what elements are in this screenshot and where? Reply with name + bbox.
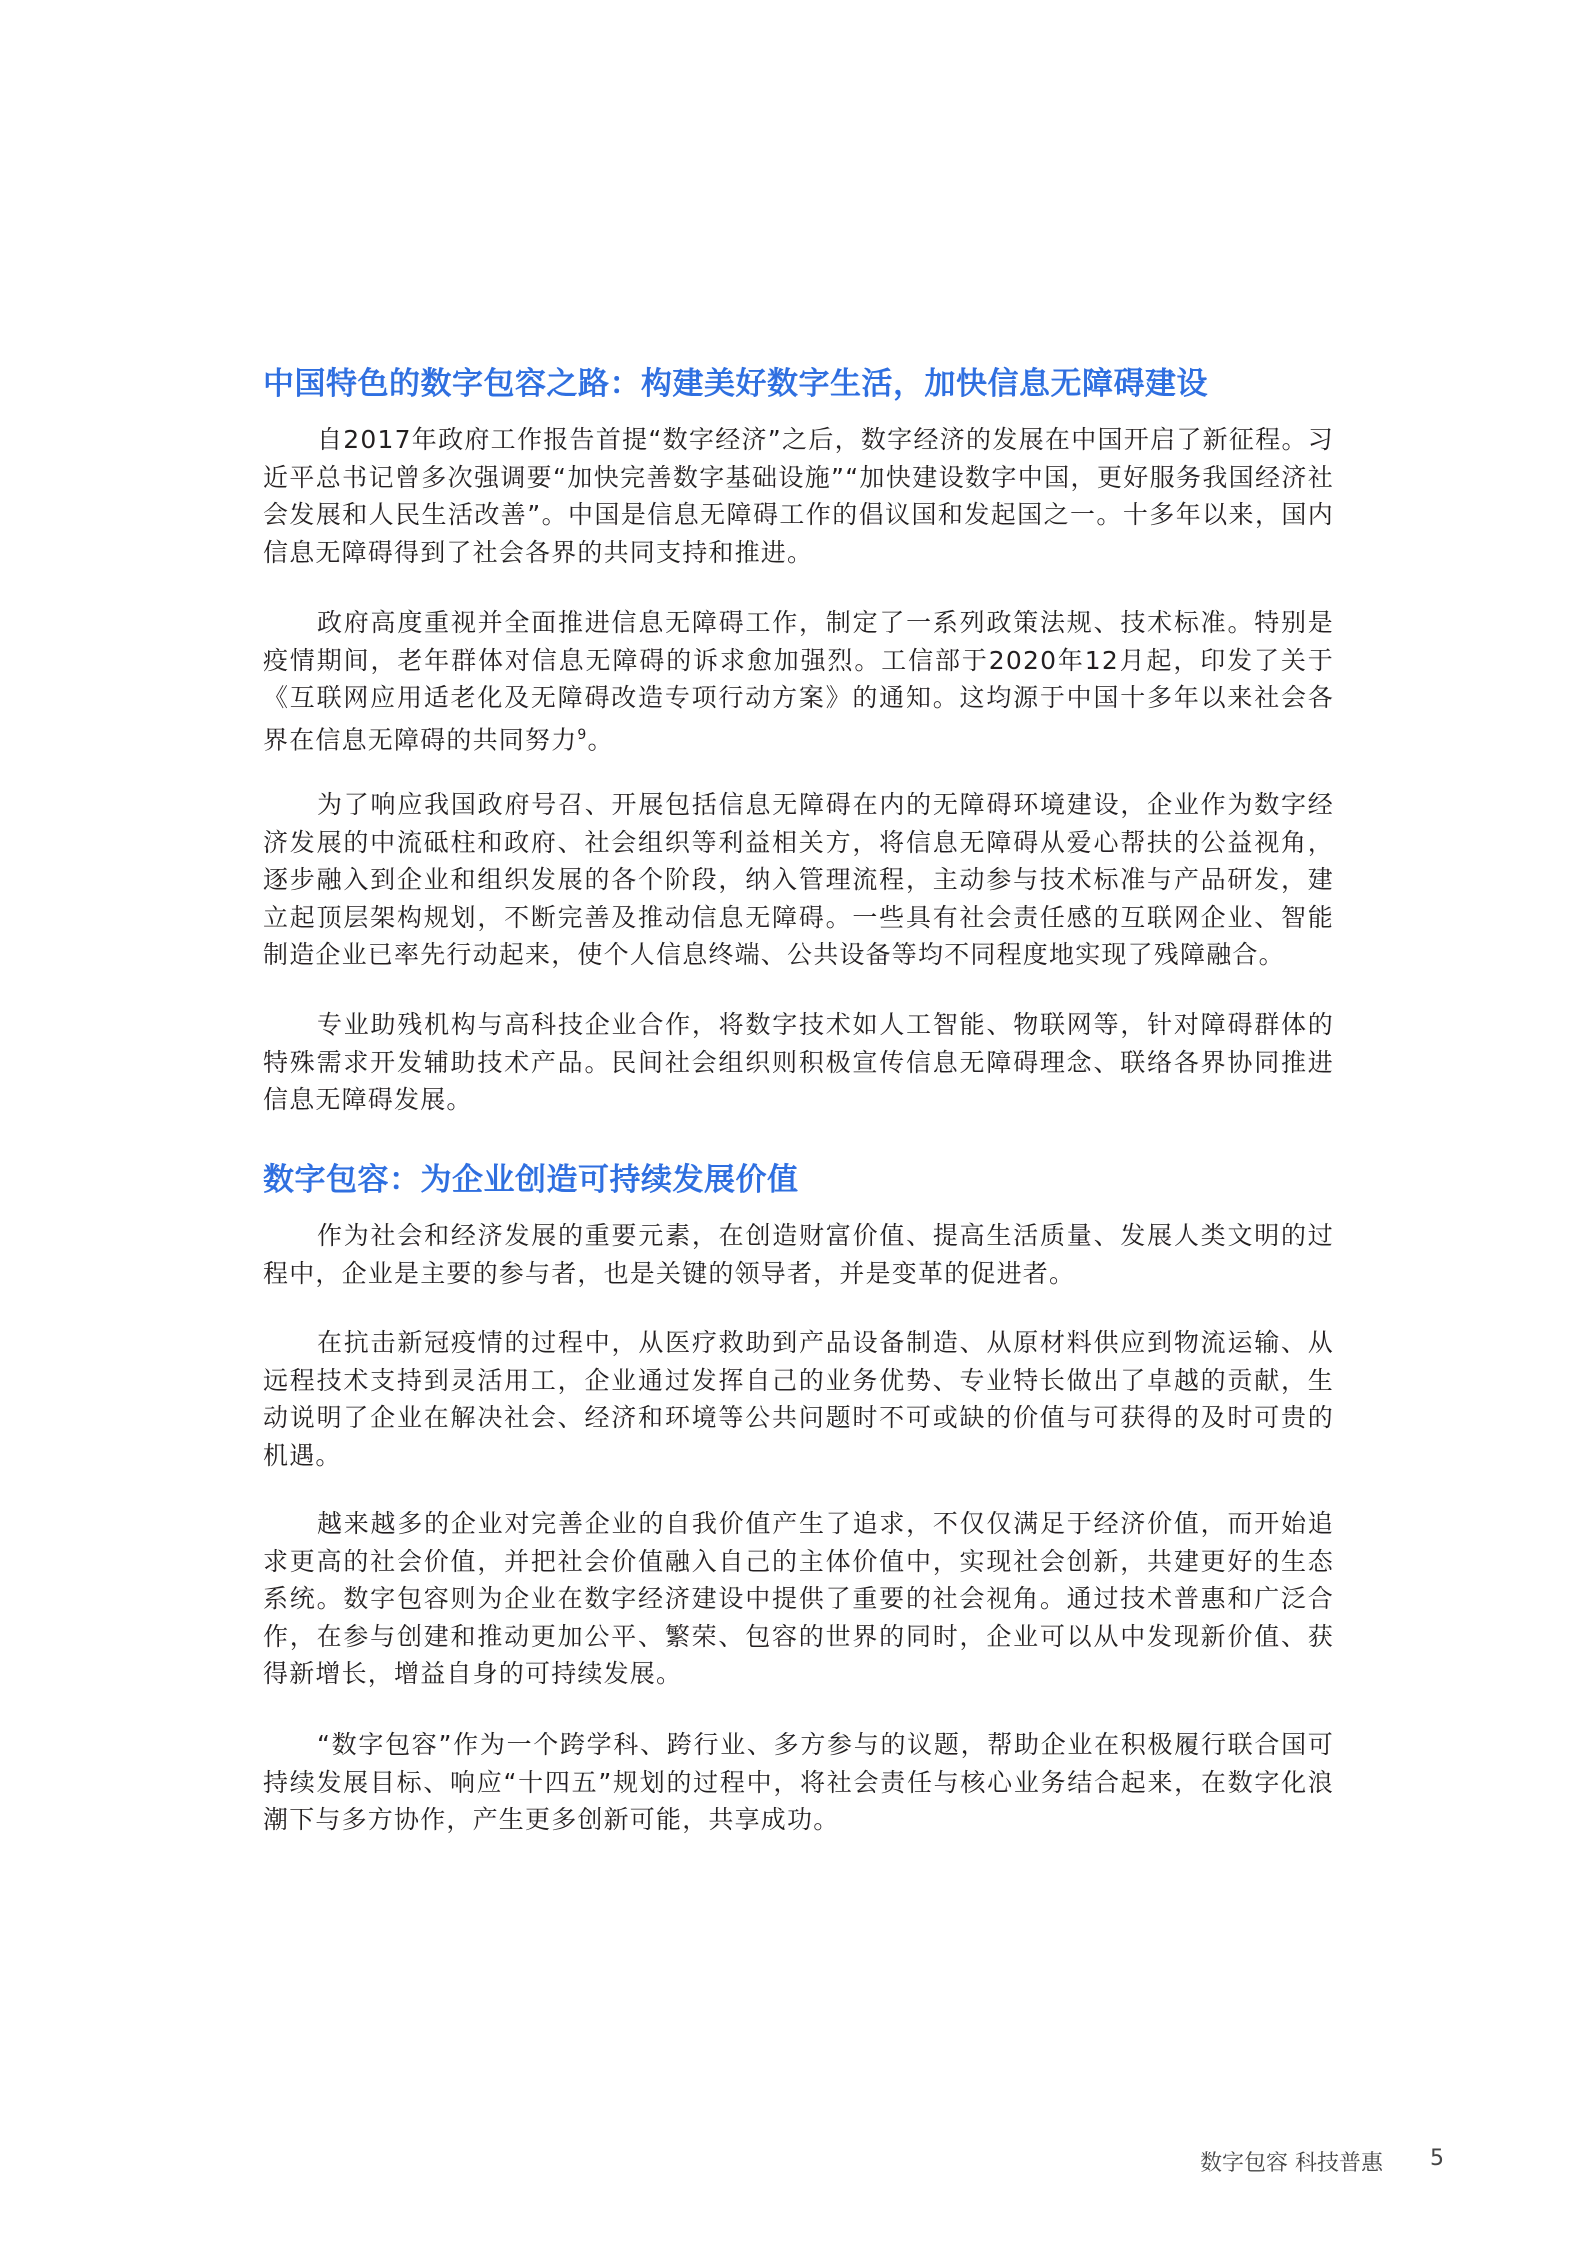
paragraph-tail: 。 [587,725,614,755]
section-heading: 中国特色的数字包容之路：构建美好数字生活，加快信息无障碍建设 [263,366,1208,402]
paragraph-text: 政府高度重视并全面推进信息无障碍工作，制定了一系列政策法规、技术标准。特别是疫情期间，老年群体对信息无障碍的诉求愈加强烈。工信部于2020年12月起，印发了关于《互联网应用适老化及无障碍改造专项行动方案》的通知。这均源于中国十多年以来社会各界在信息无障碍的共同努力 [263,608,1334,755]
paragraph: 在抗击新冠疫情的过程中，从医疗救助到产品设备制造、从原材料供应到物流运输、从远程技术支持到灵活用工，企业通过发挥自己的业务优势、专业特长做出了卓越的贡献，生动说明了企业在解决社会、经济和环境等公共问题时不可或缺的价值与可获得的及时可贵的机遇。 [263,1328,1334,1470]
page-number: 5 [1430,2146,1444,2171]
footnote-ref: 9 [577,726,588,743]
paragraph: “数字包容”作为一个跨学科、跨行业、多方参与的议题，帮助企业在积极履行联合国可持续发展目标、响应“十四五”规划的过程中，将社会责任与核心业务结合起来，在数字化浪潮下与多方协作，产生更多创新可能，共享成功。 [263,1730,1334,1835]
paragraph: 作为社会和经济发展的重要元素，在创造财富价值、提高生活质量、发展人类文明的过程中，企业是主要的参与者，也是关键的领导者，并是变革的促进者。 [263,1221,1334,1288]
paragraph [263,604,1334,759]
footer-title: 数字包容 科技普惠 [1200,2151,1383,2176]
paragraph: 专业助残机构与高科技企业合作，将数字技术如人工智能、物联网等，针对障碍群体的特殊需求开发辅助技术产品。民间社会组织则积极宣传信息无障碍理念、联络各界协同推进信息无障碍发展。 [263,1010,1334,1115]
paragraph: 越来越多的企业对完善企业的自我价值产生了追求，不仅仅满足于经济价值，而开始追求更高的社会价值，并把社会价值融入自己的主体价值中，实现社会创新，共建更好的生态系统。数字包容则为企业在数字经济建设中提供了重要的社会视角。通过技术普惠和广泛合作，在参与创建和推动更加公平、繁荣、包容的世界的同时，企业可以从中发现新价值、获得新增长，增益自身的可持续发展。 [263,1509,1334,1689]
section-heading: 数字包容：为企业创造可持续发展价值 [263,1162,799,1198]
paragraph: 为了响应我国政府号召、开展包括信息无障碍在内的无障碍环境建设，企业作为数字经济发展的中流砥柱和政府、社会组织等利益相关方，将信息无障碍从爱心帮扶的公益视角，逐步融入到企业和组织发展的各个阶段，纳入管理流程，主动参与技术标准与产品研发，建立起顶层架构规划，不断完善及推动信息无障碍。一些具有社会责任感的互联网企业、智能制造企业已率先行动起来，使个人信息终端、公共设备等均不同程度地实现了残障融合。 [263,790,1334,970]
paragraph: 自2017年政府工作报告首提“数字经济”之后，数字经济的发展在中国开启了新征程。习近平总书记曾多次强调要“加快完善数字基础设施”“加快建设数字中国，更好服务我国经济社会发展和人民生活改善”。中国是信息无障碍工作的倡议国和发起国之一。十多年以来，国内信息无障碍得到了社会各界的共同支持和推进。 [263,425,1334,567]
